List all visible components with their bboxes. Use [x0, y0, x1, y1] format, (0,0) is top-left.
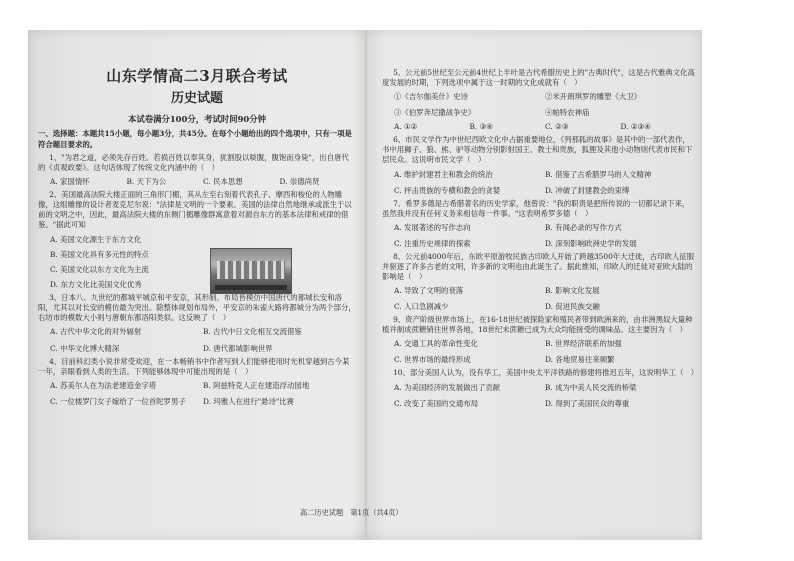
option: A. 维护封建君主和教会的统治 [394, 169, 493, 179]
item: ①《吉尔伽美什》史诗 [394, 92, 468, 102]
option: D. 东方文化比美国文化优秀 [50, 280, 142, 290]
frieze-columns [217, 261, 285, 279]
question-7-options [382, 223, 696, 249]
question-1: 1、"为君之道，必须先存百姓。若损百姓以奉其身，犹割股以啖腹，腹饱而身毙"，出自唐代的《贞观政要》。这句话体现了传统文化内涵中的（ ） [38, 152, 349, 172]
item: ④帕特农神庙 [545, 108, 590, 118]
question-1-options [38, 177, 356, 187]
option: D. 得到了美国民众的尊重 [545, 398, 630, 408]
option: D. 深刻影响欧洲史学的发展 [545, 238, 637, 248]
option: A. 家国情怀 [50, 176, 90, 186]
question-9: 9、资产阶级世界市场上，在16-18世纪被探险家和殖民者带到欧洲来的，由非洲黑奴大量种植并制成蔗糖销往世界各地，18世纪末蔗糖已成为大众均能接受的调味品。这主要因为（ ） [382, 315, 693, 335]
option: B. ③④ [469, 122, 493, 132]
option: A. 苏美尔人在为法老建造金字塔 [50, 380, 157, 390]
question-9-options [382, 339, 696, 365]
option: C. 人口急剧减少 [394, 302, 449, 312]
option: A. ①② [394, 122, 418, 132]
option: B. 影响文化发展 [545, 286, 600, 296]
option: C. 改变了美国的交通布局 [394, 398, 478, 408]
option: B. 借鉴了古希腊罗马的人文精神 [545, 169, 652, 179]
question-3-options [38, 327, 356, 353]
question-10-options [382, 383, 696, 409]
question-2-options [38, 235, 210, 290]
subject-title: 历史试题 [170, 91, 223, 107]
question-2-block [38, 190, 356, 291]
option: D. 冲破了封建教会的束缚 [545, 185, 630, 195]
question-5-options [382, 122, 696, 132]
option: A. 美国文化源生于东方文化 [50, 235, 142, 245]
option: D. 玛雅人在进行"悬诗"比赛 [203, 396, 295, 406]
question-7: 7、希罗多德是古希腊著名的历史学家，他曾说："我的职责是把所传说的一切都记录下来，虽然我并没有任何义务来相信每一件事。"这表明希罗多德（ ） [382, 198, 690, 218]
question-8-options [382, 286, 696, 312]
option: D. 各地贸易往来频繁 [545, 355, 615, 365]
option: D. 崇德尚贤 [279, 176, 320, 186]
option: B. 天下为公 [126, 176, 167, 186]
question-4-options [38, 381, 356, 407]
page-fold [365, 30, 367, 540]
question-10: 10、部分美国人认为，没有华工，美国中央太平洋铁路的修建将推迟五年，这说明华工（ ） [393, 368, 699, 378]
page-footer: 高二历史试题 第1页（共4页） [300, 508, 403, 517]
court-frieze-photo [210, 248, 292, 294]
option: A. 交通工具的革命性变化 [394, 339, 478, 349]
option: C. 世界市场的最终形成 [394, 355, 471, 365]
question-5: 5、公元前5世纪至公元前4世纪上半叶是古代希腊历史上的"古典时代"，这是古代雅典文化高度发展的时期，下列选项中属于这一时期的文化成就有（ ） [382, 68, 695, 88]
option: A. 发展著述的写作志向 [394, 222, 471, 232]
item: ③《伯罗奔尼撒战争史》 [394, 108, 476, 118]
option: D. ②③④ [620, 122, 651, 132]
option: B. 成为中美人民交流的桥梁 [545, 382, 637, 392]
option: B. 阿兹特克人正在建造浮动园地 [203, 380, 310, 390]
question-5-items [382, 92, 696, 118]
item: ②米开朗琪罗的雕塑《大卫》 [545, 92, 642, 102]
option: A. 古代中华文化的对外辐射 [50, 327, 142, 337]
section-heading: 一、选择题：本题共15小题，每小题3分，共45分。在每个小题给出的四个选项中，只有一项是符合题目要求的。 [38, 129, 352, 149]
photo-caption-bar [215, 285, 287, 290]
option: B. 美国文化具有多元性的特点 [50, 250, 149, 260]
option: B. 有闻必录的写作方式 [545, 222, 622, 232]
option: A. 为美国经济的发展做出了贡献 [394, 382, 501, 392]
right-page [382, 30, 699, 409]
option: C. 民本思想 [203, 176, 243, 186]
option: D. 促进民族交融 [545, 302, 600, 312]
question-3: 3、日本八、九世纪的都城平城京和平安京，其形制、布局皆模仿中国唐代的都城长安和洛阳，尤其以对长安的模仿最为突出。除整体规划布局外，平安京的朱雀大路将都城分为两个部分，右坊市的模数大小则与唐朝东都洛阳类似。这反映了（ ） [38, 293, 356, 323]
option: A. 导致了文明的衰落 [394, 286, 464, 296]
option: B. 古代中日文化相互交流借鉴 [203, 327, 302, 337]
left-page [38, 30, 356, 407]
score-note: 本试卷满分100分，考试时间90分钟 [127, 114, 266, 125]
exam-title: 山东学情高二3月联合考试 [106, 67, 288, 85]
option: B. 世界经济联系的加强 [545, 339, 622, 349]
option: C. 注重历史规律的探索 [394, 238, 471, 248]
question-6: 6、市民文学作为中世纪西欧文化中占据重要地位，《列那狐的故事》是其中的一部代表作，书中用狮子、狼、熊、驴等动物分别影射国王、教士和贵族，狐狸及其他小动物则代表市民和下层民众。这说明市民文学（ ） [382, 135, 693, 165]
option: C. 中华文化博大精深 [50, 343, 120, 353]
option: C. 一位楼罗门女子嫁给了一位首陀罗男子 [50, 396, 186, 406]
question-4: 4、目前科幻类小说非常受欢迎，在一本畅销书中作者写到人们能够使用时光机穿越到古今某一年，亲眼看到人类的生活。下列能够体现中可能出现的是（ ） [38, 356, 350, 376]
question-6-options [382, 170, 696, 196]
option: C. 抨击贵族的专横和教会的贪婪 [394, 185, 501, 195]
option: C. 美国文化以东方文化为主流 [50, 265, 149, 275]
question-8: 8、公元前4000年后，东欧平原游牧民族古印欧人开始了跨越3500年大迁徙，古印欧人征服并驱逐了许多古老的文明，许多新的文明也由此诞生了。据此推知，印欧人的迁徙对亚欧大陆的影响是（ ） [382, 251, 695, 281]
option: D. 唐代都城影响世界 [203, 343, 273, 353]
question-2: 2、美国最高法院大楼正面的三角形门楣，其从左至右刻着代表孔子、摩西和梭伦的人物雕像，这组雕像的设计者麦克尼尔说："法律是文明的一个要素。美国的法律自然地继承或派生于以前的文明之中，因此，最高法院大楼的东侧门楣雕像群寓意着对源自东方的基本法律和戒律的借鉴。"据此可知 [38, 189, 352, 229]
option: C. ②③ [545, 122, 569, 132]
